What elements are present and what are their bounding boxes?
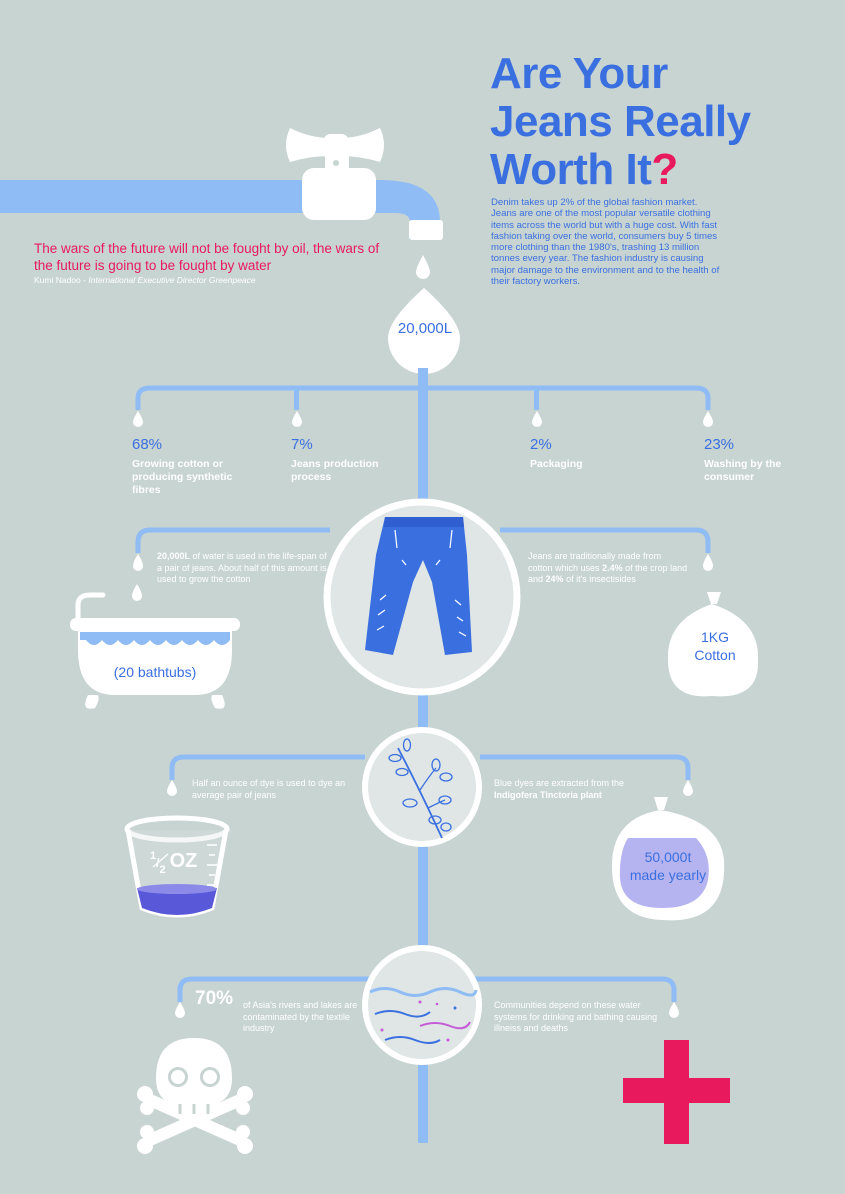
quote-separator: - xyxy=(83,275,86,285)
water-drop-icon xyxy=(703,411,713,427)
dye-right-text xyxy=(494,778,664,801)
dye-right-bold: Indigofera Tinctoria plant xyxy=(494,789,602,800)
quote-text: The wars of the future will not be fought by oil, the wars of the future is going to be fought by water xyxy=(34,241,380,273)
cup-label-denominator: 2 xyxy=(159,864,166,876)
breakdown-percent-production: 7% xyxy=(291,436,313,453)
quote-author: Kumi Nadoo xyxy=(34,275,81,285)
breakdown-label-production: Jeans production process xyxy=(291,458,379,483)
title-line-2: Jeans Really xyxy=(490,97,751,146)
river-right-text: Communities depend on these water systems for drinking and bathing causing illneiss and deaths xyxy=(494,1000,658,1033)
title-line-3 xyxy=(490,145,678,194)
faucet-icon xyxy=(0,128,443,240)
dye-left-text: Half an ounce of dye is used to dye an average pair of jeans xyxy=(192,778,346,800)
river-left-text: of Asia's rivers and lakes are contaminated by the textile industry xyxy=(243,1000,358,1033)
jeans-right-bold-1: 2.4% xyxy=(602,562,623,573)
breakdown-label-packaging: Packaging xyxy=(530,458,583,470)
water-drop-icon xyxy=(292,411,302,427)
dye-right-body: Blue dyes are extracted from the xyxy=(494,778,625,788)
skull-crossbones-icon xyxy=(137,1038,253,1154)
intro-paragraph: Denim takes up 2% of the global fashion market. Jeans are one of the most popular versatile clothing items across the world but with a huge cost. With fast fashion taking over the world, consumers buy 5 times more clothing than the 1980's, trashing 13 million tonnes every year. The fashion industry is causing major damage to the environment and to the health of their factory workers. xyxy=(491,197,720,288)
water-drop-icon xyxy=(416,255,430,279)
dye-bag-line-1: 50,000t xyxy=(644,849,692,865)
water-drop-icon xyxy=(133,411,143,427)
quote-role: International Executive Director Greenpeace xyxy=(88,275,256,285)
breakdown-percent-packaging: 2% xyxy=(530,436,552,453)
title-text: Worth It xyxy=(490,145,652,194)
cup-label-numerator: 1 xyxy=(150,850,157,862)
jeans-right-bold-2: 24% xyxy=(545,574,564,584)
breakdown-label-cotton: Growing cotton or producing synthetic fibres xyxy=(132,458,233,496)
breakdown-percent-cotton: 68% xyxy=(132,436,163,453)
jeans-right-text xyxy=(528,551,688,586)
cotton-bag-line-2: Cotton xyxy=(694,647,736,663)
cup-label: $^1/_2$ OZ xyxy=(150,850,198,876)
breakdown-label-washing: Washing by the consumer xyxy=(704,458,782,483)
jeans-right-text-3: of it's insectisides xyxy=(566,574,636,584)
cotton-bag-label xyxy=(670,628,760,664)
water-total-label: 20,000L xyxy=(397,320,453,337)
jeans-left-body: of water is used in the life-span of a pair of jeans. About half of this amount is used to grow the cotton xyxy=(157,551,327,584)
bathtub-icon xyxy=(70,584,240,709)
river-big-percent: 70% xyxy=(195,988,234,1009)
breakdown-percent-washing: 23% xyxy=(704,436,735,453)
jeans-right-text-2: of the crop land and xyxy=(528,562,688,584)
bathtub-label: (20 bathtubs) xyxy=(113,664,197,680)
title-line-1: Are Your xyxy=(490,49,668,98)
medical-cross-icon xyxy=(623,1040,730,1144)
cup-label-unit: OZ xyxy=(169,850,198,872)
water-drop-icon xyxy=(532,411,542,427)
jeans-left-bold: 20,000L xyxy=(157,551,191,561)
jeans-left-text xyxy=(157,551,327,586)
dye-bag-line-2: made yearly xyxy=(629,867,707,883)
quote-attribution xyxy=(34,275,256,285)
jeans-right-text-1: Jeans are traditionally made from cotton which uses xyxy=(528,551,662,573)
cotton-bag-line-1: 1KG xyxy=(700,629,729,645)
dye-bag-label xyxy=(618,848,718,884)
title-question-mark: ? xyxy=(651,145,678,194)
